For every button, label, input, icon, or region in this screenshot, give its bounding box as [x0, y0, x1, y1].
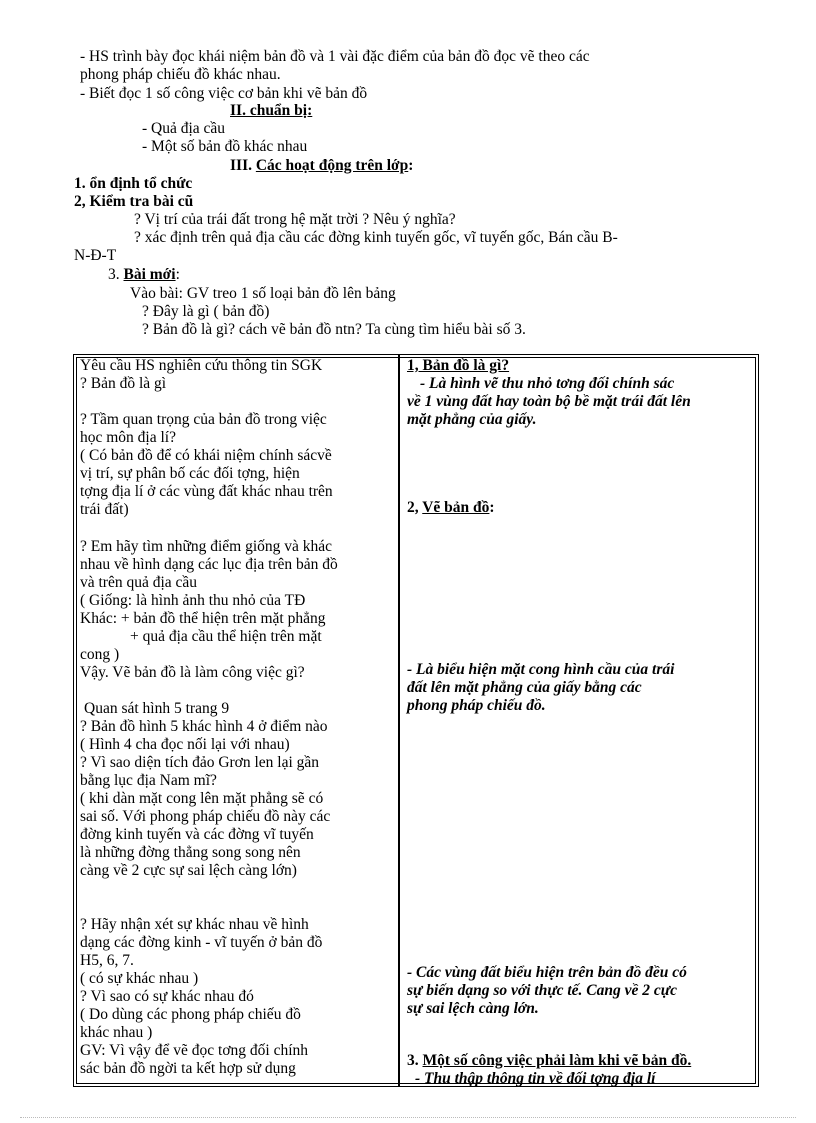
right-para-2: phong pháp chiếu đồ. [407, 697, 546, 714]
section-title-preparation: II. chuẩn bị: [230, 102, 313, 119]
left-row: ( Có bản đồ để có khái niệm chính sácvề [80, 447, 332, 464]
left-row: ( Giống: là hình ảnh thu nhỏ của TĐ [80, 592, 306, 609]
right-para-2: - Là biểu hiện mặt cong hình cầu của trái [407, 661, 675, 678]
right-para-3: sự sai lệch càng lớn. [407, 1000, 539, 1017]
left-row: H5, 6, 7. [80, 952, 134, 969]
step-3-heading: 3. Bài mới: [108, 266, 180, 283]
left-row: dạng các đờng kinh - vĩ tuyến ở bản đồ [80, 934, 323, 951]
left-row: ? Vì sao có sự khác nhau đó [80, 988, 254, 1005]
left-row: GV: Vì vậy để vẽ đọc tơng đối chính [80, 1042, 309, 1059]
right-heading-3: 3. Một số công việc phải làm khi vẽ bản đồ. [407, 1052, 692, 1069]
section-title-activities: III. Các hoạt động trên lớp: [230, 157, 414, 174]
left-row: ? Em hãy tìm những điểm giống và khác [80, 538, 333, 555]
step-1-heading: 1. ổn định tổ chức [74, 175, 193, 192]
right-para-3: sự biến dạng so với thực tế. Cang về 2 cực [407, 982, 677, 999]
page-bottom-edge [20, 1117, 796, 1118]
left-row: + quả địa cầu thể hiện trên mặt [130, 628, 322, 645]
left-row: ? Bản đồ hình 5 khác hình 4 ở điểm nào [80, 718, 328, 735]
column-divider [398, 354, 400, 1087]
left-row: ? Bản đồ là gì [80, 375, 167, 392]
left-row: sai số. Với phong pháp chiếu đồ này các [80, 808, 331, 825]
left-row: tợng địa lí ở các vùng đất khác nhau trên [80, 483, 333, 500]
objective-line-1: - HS trình bày đọc khái niệm bản đồ và 1 vài đặc điểm của bản đồ đọc vẽ theo các [80, 48, 590, 65]
left-row: là những đờng thẳng song song nên [80, 844, 301, 861]
intro-text: Vào bài: GV treo 1 số loại bản đồ lên bảng [130, 285, 396, 302]
left-row: ? Hãy nhận xét sự khác nhau về hình [80, 916, 309, 933]
left-row: ( khi dàn mặt cong lên mặt phẳng sẽ có [80, 790, 324, 807]
left-row: học môn địa lí? [80, 429, 176, 446]
review-question-2-cont: N-Đ-T [74, 247, 117, 264]
right-para-1: về 1 vùng đất hay toàn bộ bề mặt trái đất lên [407, 393, 691, 410]
left-row: đờng kinh tuyến và các đờng vĩ tuyến [80, 826, 314, 843]
review-question-2: ? xác định trên quả địa cầu các đờng kinh tuyến gốc, vĩ tuyến gốc, Bán cầu B- [134, 229, 618, 246]
left-row: Khác: + bản đồ thể hiện trên mặt phẳng [80, 610, 326, 627]
left-row: bằng lục địa Nam mĩ? [80, 772, 217, 789]
objective-line-2: phong pháp chiếu đồ khác nhau. [80, 66, 281, 83]
left-row: và trên quả địa cầu [80, 574, 198, 591]
intro-question-1: ? Đây là gì ( bản đồ) [142, 303, 270, 320]
right-para-1: mặt phẳng của giấy. [407, 411, 537, 428]
step-2-heading: 2, Kiểm tra bài cũ [74, 193, 194, 210]
left-row: cong ) [80, 646, 120, 663]
right-para-1: - Là hình vẽ thu nhỏ tơng đối chính sác [420, 375, 675, 392]
left-row: Quan sát hình 5 trang 9 [84, 700, 230, 717]
left-row: sác bản đồ ngời ta kết hợp sử dụng [80, 1060, 296, 1077]
right-para-2: đất lên mặt phẳng của giấy bằng các [407, 679, 642, 696]
left-row: trái đất) [80, 501, 129, 518]
left-row: ( Do dùng các phong pháp chiếu đồ [80, 1006, 301, 1023]
left-row: ( Hình 4 cha đọc nối lại với nhau) [80, 736, 290, 753]
right-heading-2: 2, Vẽ bản đồ: [407, 499, 495, 516]
objective-line-3: - Biết đọc 1 số công việc cơ bản khi vẽ bản đồ [80, 85, 368, 102]
left-row: ? Tầm quan trọng của bản đồ trong việc [80, 411, 327, 428]
left-row: càng về 2 cực sự sai lệch càng lớn) [80, 862, 297, 879]
left-row: ( có sự khác nhau ) [80, 970, 199, 987]
left-row: khác nhau ) [80, 1024, 153, 1041]
right-para-4: - Thu thập thông tin về đối tợng địa lí [415, 1070, 656, 1087]
right-heading-1: 1, Bản đồ là gì? [407, 357, 510, 374]
left-row: Yêu cầu HS nghiên cứu thông tin SGK [80, 357, 323, 374]
left-row: ? Vì sao diện tích đảo Grơn len lại gần [80, 754, 320, 771]
right-para-3: - Các vùng đất biểu hiện trên bản đồ đều có [407, 964, 687, 981]
left-row: vị trí, sự phân bố các đối tợng, hiện [80, 465, 300, 482]
left-row: Vậy. Vẽ bản đồ là làm công việc gì? [80, 664, 305, 681]
intro-question-2: ? Bản đồ là gì? cách vẽ bản đồ ntn? Ta cùng tìm hiểu bài số 3. [142, 321, 526, 338]
prep-item-maps: - Một số bản đồ khác nhau [142, 138, 308, 155]
prep-item-globe: - Quả địa cầu [142, 120, 226, 137]
review-question-1: ? Vị trí của trái đất trong hệ mặt trời ? Nêu ý nghĩa? [134, 211, 456, 228]
left-row: nhau về hình dạng các lục địa trên bản đồ [80, 556, 338, 573]
